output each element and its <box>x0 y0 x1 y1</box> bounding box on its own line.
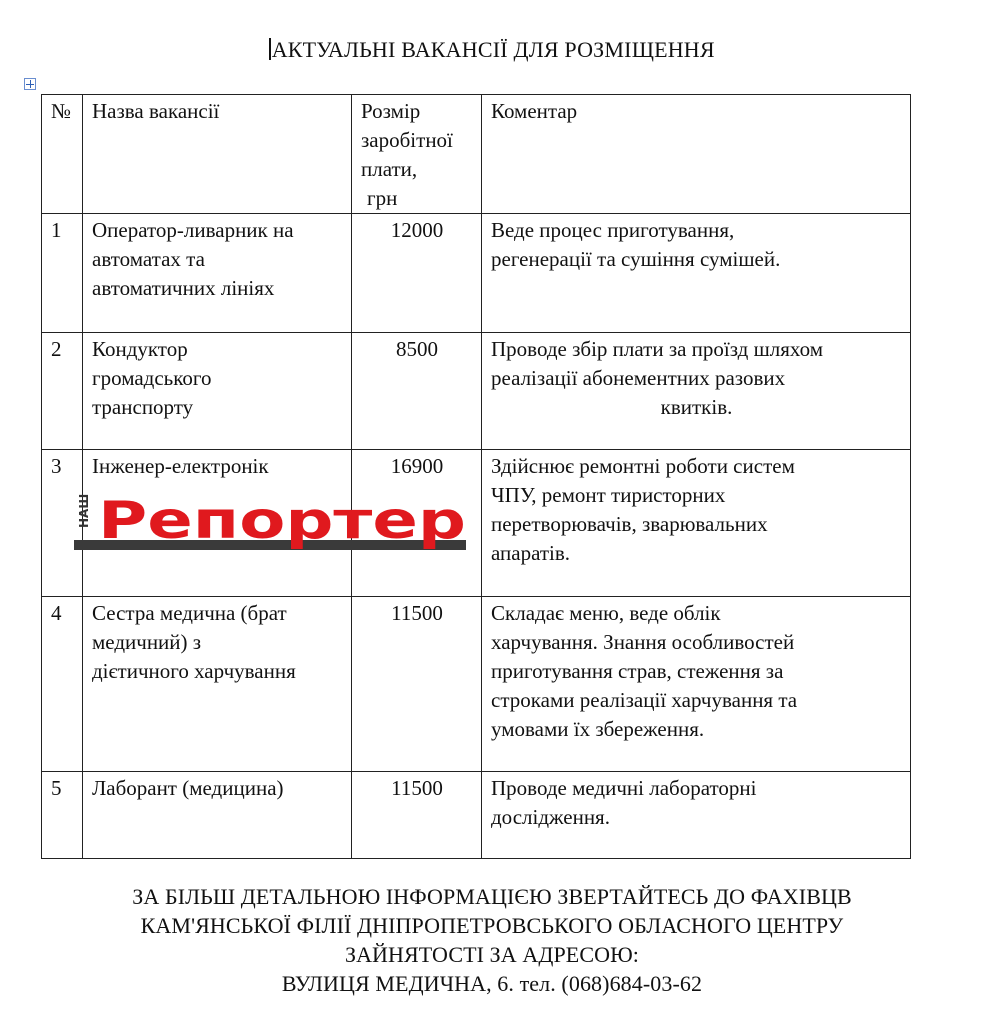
row-salary[interactable]: 12000 <box>352 214 482 333</box>
footer-line: ЗАЙНЯТОСТІ ЗА АДРЕСОЮ: <box>344 942 640 967</box>
row-name[interactable]: Кондуктор громадського транспорту <box>83 333 352 450</box>
row-comment[interactable]: Складає меню, веде облік харчування. Знання особливостей приготування страв, стеження за строками реалізації харчування та умовами їх збереження. <box>482 597 911 772</box>
row-name[interactable]: Оператор-ливарник на автоматах та автоматичних лініях <box>83 214 352 333</box>
row-name[interactable]: Сестра медична (брат медичний) з дієтичного харчування <box>83 597 352 772</box>
row-num[interactable]: 5 <box>42 772 83 859</box>
table-row <box>42 214 911 333</box>
table-header-row <box>42 95 911 214</box>
row-num[interactable]: 2 <box>42 333 83 450</box>
header-name[interactable]: Назва вакансії <box>83 95 352 214</box>
footer-contact <box>0 882 984 998</box>
nash-reporter-logo <box>74 488 470 560</box>
vacancies-table <box>41 94 911 859</box>
row-salary[interactable]: 8500 <box>352 333 482 450</box>
row-num[interactable]: 1 <box>42 214 83 333</box>
row-salary[interactable]: 11500 <box>352 772 482 859</box>
logo-word: Репортер <box>98 491 466 551</box>
header-comment[interactable]: Коментар <box>482 95 911 214</box>
row-salary[interactable]: 11500 <box>352 597 482 772</box>
header-salary[interactable]: Розмір заробітної плати, грн <box>352 95 482 214</box>
table-row <box>42 772 911 859</box>
document-title-text: АКТУАЛЬНІ ВАКАНСІЇ ДЛЯ РОЗМІЩЕННЯ <box>271 37 715 62</box>
row-num[interactable]: 3 <box>42 450 83 597</box>
row-name[interactable]: Інженер-електронік <box>83 450 352 597</box>
text-cursor <box>269 38 271 60</box>
row-comment[interactable]: Здійснює ремонтні роботи систем ЧПУ, ремонт тиристорних перетворювачів, зварювальних апаратів. <box>482 450 911 597</box>
footer-line: ЗА БІЛЬШ ДЕТАЛЬНОЮ ІНФОРМАЦІЄЮ ЗВЕРТАЙТЕСЬ ДО ФАХІВЦВ <box>132 884 852 909</box>
table-row <box>42 333 911 450</box>
document-title <box>0 37 984 63</box>
row-comment[interactable]: Проводе збір плати за проїзд шляхом реалізації абонементних разових квитків. <box>482 333 911 450</box>
footer-line: КАМ'ЯНСЬКОЇ ФІЛІЇ ДНІПРОПЕТРОВСЬКОГО ОБЛАСНОГО ЦЕНТРУ <box>140 913 844 938</box>
table-row <box>42 597 911 772</box>
row-num[interactable]: 4 <box>42 597 83 772</box>
row-comment[interactable]: Веде процес приготування, регенерації та сушіння сумішей. <box>482 214 911 333</box>
logo-prefix: НАШ <box>77 493 91 528</box>
row-salary[interactable]: 16900 <box>352 450 482 597</box>
row-name[interactable]: Лаборант (медицина) <box>83 772 352 859</box>
table-move-handle-icon[interactable] <box>24 78 36 90</box>
row-comment[interactable]: Проводе медичні лабораторні дослідження. <box>482 772 911 859</box>
footer-line: ВУЛИЦЯ МЕДИЧНА, 6. тел. (068)684-03-62 <box>281 971 703 996</box>
header-num[interactable]: № <box>42 95 83 214</box>
